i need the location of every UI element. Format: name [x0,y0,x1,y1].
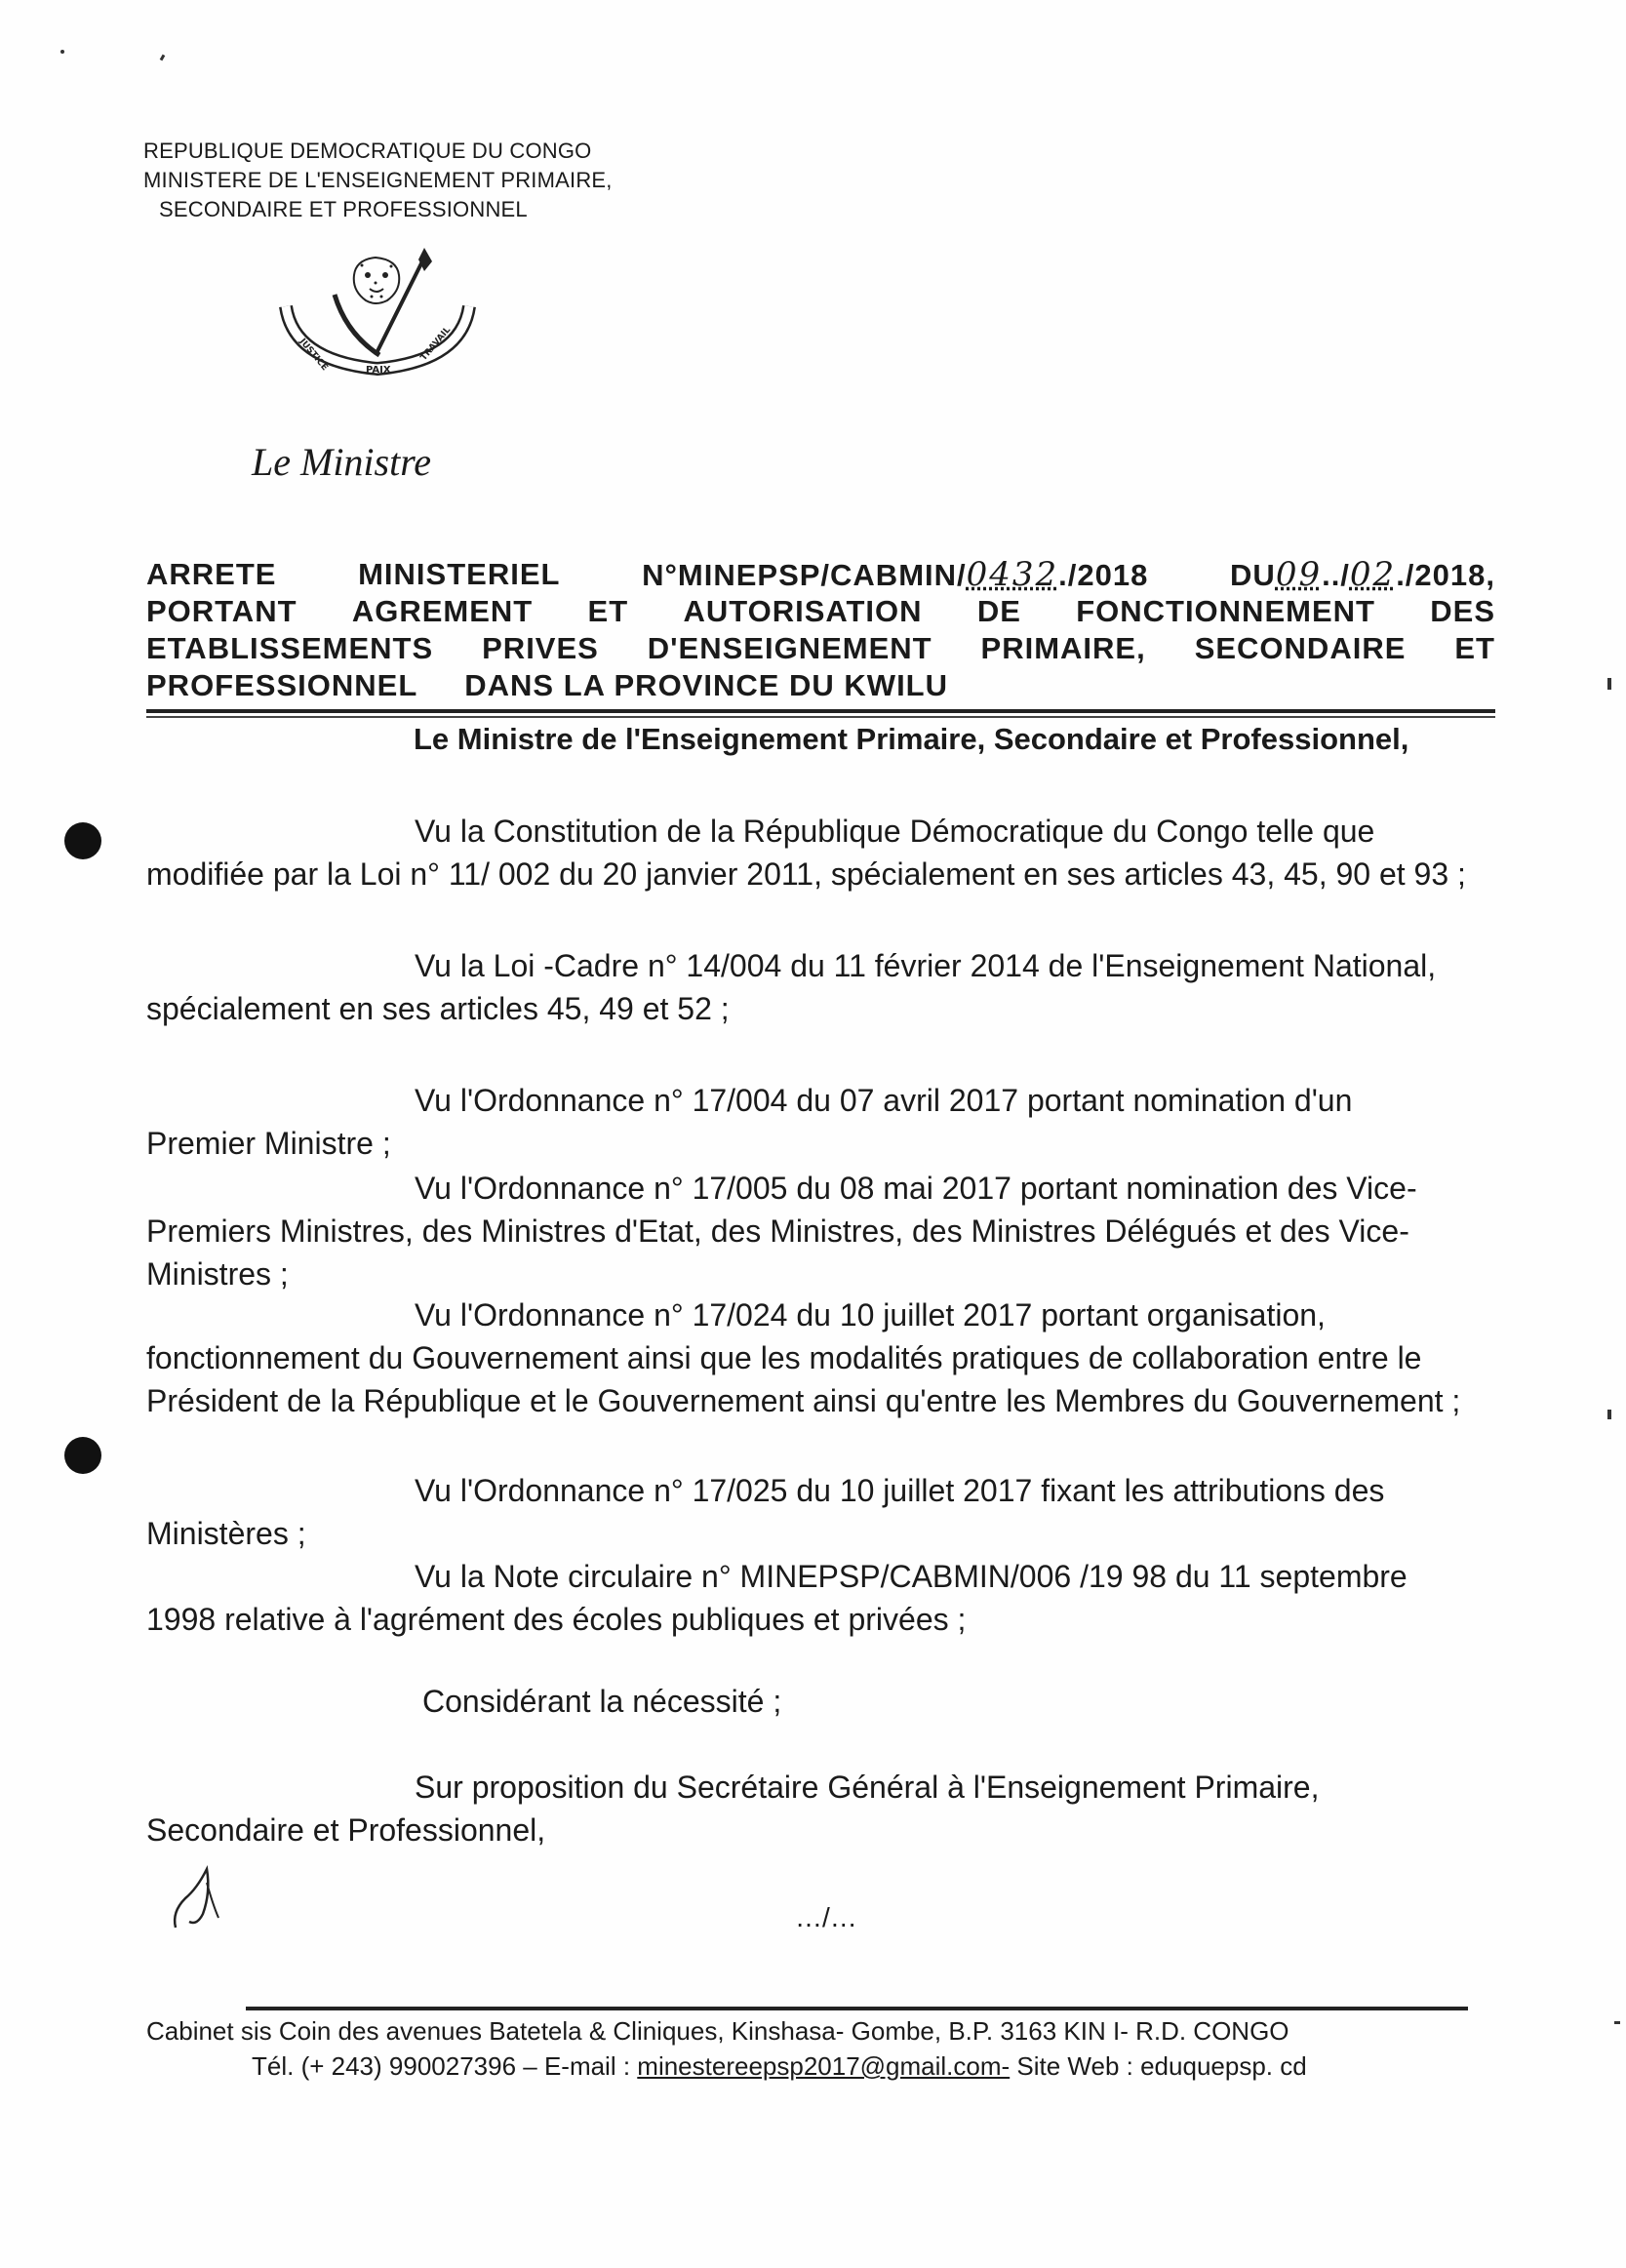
footer-address-line: Cabinet sis Coin des avenues Batetela & Cliniques, Kinshasa- Gombe, B.P. 3163 KIN I- R.D. CONGO [146,2016,1289,2046]
considerant-paragraph [146,1293,1495,1422]
considerant-paragraph [146,1469,1495,1555]
paragraph-line: Vu la Note circulaire n° MINEPSP/CABMIN/006 /19 98 du 11 septembre [415,1559,1408,1594]
decree-word: PORTANT [146,594,297,628]
heading-rule [146,716,1495,718]
paragraph-line: Secondaire et Professionnel, [146,1812,546,1848]
decree-word: ETABLISSEMENTS [146,631,434,665]
letterhead-ministry-cont: SECONDAIRE ET PROFESSIONNEL [159,197,528,221]
decree-word: D'ENSEIGNEMENT [647,631,932,665]
paragraph-line: Premiers Ministres, des Ministres d'Etat, des Ministres, des Ministres Délégués et des Vice- [146,1214,1409,1249]
scan-speck [1607,678,1611,690]
leopard-head-icon [354,258,400,303]
decree-date [1230,556,1495,593]
paragraph-line: Président de la République et le Gouvernement ainsi qu'entre les Membres du Gouvernement ; [146,1383,1461,1418]
page-continued-marker: …/… [795,1902,857,1932]
considerant-paragraph [146,1167,1495,1295]
decree-date-separator: ../ [1322,558,1350,592]
decree-heading-line [146,593,1495,630]
decree-word: ARRETE [146,557,277,591]
paragraph-line: Vu la Constitution de la République Démocratique du Congo telle que [415,814,1375,849]
considerant-paragraph [146,1766,1495,1851]
decree-word: PROFESSIONNEL [146,668,418,702]
decree-word: FONCTIONNEMENT [1076,594,1375,628]
considerant-paragraph [146,810,1495,895]
paragraph-line: 1998 relative à l'agrément des écoles publiques et privées ; [146,1602,967,1637]
paragraph-line: fonctionnement du Gouvernement ainsi que les modalités pratiques de collaboration entre le [146,1340,1422,1375]
decree-word: ET [1454,631,1495,665]
paragraph-line: Vu l'Ordonnance n° 17/024 du 10 juillet 2017 portant organisation, [415,1297,1326,1333]
decree-heading [146,556,1495,704]
decree-word: AGREMENT [351,594,534,628]
paragraph-line: modifiée par la Loi n° 11/ 002 du 20 janvier 2011, spécialement en ses articles 43, 45, 90 et 93 ; [146,856,1466,892]
motto-right: TRAVAIL [418,325,454,363]
handwritten-decree-number: 0432 [966,555,1059,594]
footer-contact-line [146,2049,1495,2084]
paragraph-line: Vu l'Ordonnance n° 17/005 du 08 mai 2017 portant nomination des Vice- [415,1171,1417,1206]
decree-heading-line [146,556,1495,593]
scan-speck [1614,2021,1620,2024]
letterhead [143,137,613,224]
paragraph-line: Sur proposition du Secrétaire Général à l'Enseignement Primaire, [415,1770,1320,1805]
paragraph-line: Vu l'Ordonnance n° 17/004 du 07 avril 2017 portant nomination d'un [415,1083,1353,1118]
handwritten-decree-month: 02 [1349,555,1397,594]
scan-speck [60,50,64,54]
decree-heading-line [146,667,1495,704]
minister-intro: Le Ministre de l'Enseignement Primaire, Secondaire et Professionnel, [414,722,1409,756]
motto-left: JUSTICE [297,337,330,374]
decree-heading-line [146,630,1495,667]
footer-phone: Tél. (+ 243) 990027396 – E-mail : [252,2051,638,2081]
decree-word: PRIVES [482,631,599,665]
considerant-paragraph [146,1079,1495,1165]
punch-hole [64,1437,101,1474]
paragraph-line: Considérant la nécessité ; [422,1684,782,1719]
letterhead-country: REPUBLIQUE DEMOCRATIQUE DU CONGO [143,139,592,163]
footer-address [146,2013,1495,2084]
paragraph-line: Vu l'Ordonnance n° 17/025 du 10 juillet 2017 fixant les attributions des [415,1473,1385,1508]
footer-email-link[interactable]: minestereepsp2017@gmail.com- [637,2051,1011,2081]
considerant-paragraph [146,944,1495,1030]
heading-rule [146,709,1495,713]
decree-province: DANS LA PROVINCE DU KWILU [464,668,949,702]
motto-bottom: PAIX [366,365,391,376]
paragraph-line: spécialement en ses articles 45, 49 et 52 ; [146,991,730,1026]
decree-date-prefix: DU [1230,558,1276,592]
decree-word: DES [1430,594,1495,628]
decree-word: DE [976,594,1021,628]
paragraph-line: Vu la Loi -Cadre n° 14/004 du 11 février 2014 de l'Enseignement National, [415,948,1437,983]
footer-rule [246,2007,1468,2010]
paragraph-line: Ministères ; [146,1516,306,1551]
decree-word: ET [587,594,629,628]
decree-number-year: ./2018 [1058,558,1149,592]
minister-title: Le Ministre [252,440,432,484]
paragraph-line: Premier Ministre ; [146,1126,391,1161]
punch-hole [64,822,101,859]
decree-word: SECONDAIRE [1194,631,1407,665]
decree-date-year: ./2018, [1396,558,1495,592]
decree-word: MINISTERIEL [358,557,561,591]
decree-word: AUTORISATION [683,594,923,628]
footer-website: Site Web : eduquepsp. cd [1010,2051,1307,2081]
handwritten-decree-day: 09 [1275,555,1323,594]
letterhead-ministry: MINISTERE DE L'ENSEIGNEMENT PRIMAIRE, [143,168,613,192]
coat-of-arms-emblem [278,246,478,382]
paragraph-line: Ministres ; [146,1256,289,1292]
scan-speck [160,55,166,61]
scan-speck [1607,1410,1611,1419]
considerant-paragraph [146,1555,1495,1641]
handwritten-initials-signature [168,1863,226,1931]
decree-number-prefix: N°MINEPSP/CABMIN/ [642,558,967,592]
decree-number [642,556,1148,593]
considerant-paragraph [146,1680,1495,1723]
decree-word: PRIMAIRE, [980,631,1146,665]
